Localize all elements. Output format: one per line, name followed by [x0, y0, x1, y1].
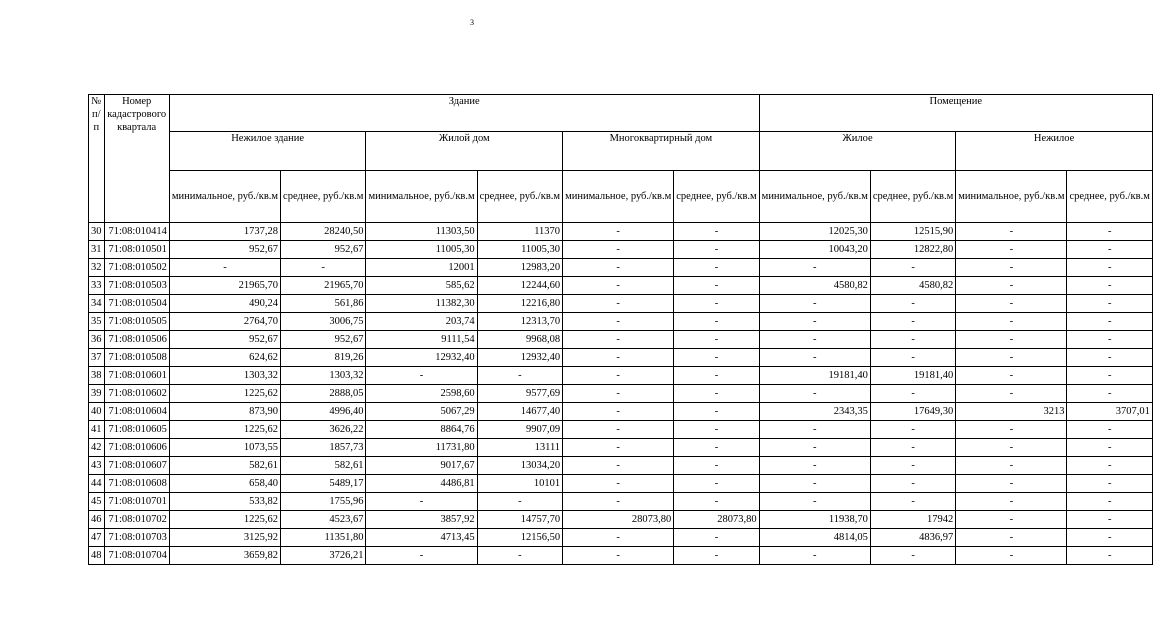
kadastr-cell: 71:08:010602: [104, 385, 169, 403]
value-cell: -: [366, 367, 477, 385]
value-cell: 3626,22: [281, 421, 366, 439]
value-cell: 12932,40: [477, 349, 562, 367]
kadastr-cell: 71:08:010501: [104, 241, 169, 259]
value-cell: 1755,96: [281, 493, 366, 511]
value-cell: -: [956, 439, 1067, 457]
value-cell: 203,74: [366, 313, 477, 331]
value-cell: 4523,67: [281, 511, 366, 529]
row-number-cell: 46: [89, 511, 105, 529]
value-cell: -: [759, 385, 870, 403]
value-cell: -: [1067, 547, 1152, 565]
value-cell: -: [870, 295, 955, 313]
value-cell: -: [870, 475, 955, 493]
header-min: минимальное, руб./кв.м: [956, 171, 1067, 223]
value-cell: -: [759, 457, 870, 475]
value-cell: -: [674, 475, 759, 493]
value-cell: -: [563, 457, 674, 475]
row-number-cell: 37: [89, 349, 105, 367]
table-row: [89, 421, 1153, 439]
value-cell: 19181,40: [759, 367, 870, 385]
value-cell: -: [674, 331, 759, 349]
value-cell: -: [674, 385, 759, 403]
value-cell: -: [563, 385, 674, 403]
kadastr-cell: 71:08:010414: [104, 223, 169, 241]
table-row: [89, 295, 1153, 313]
header-min: минимальное, руб./кв.м: [563, 171, 674, 223]
value-cell: 12244,60: [477, 277, 562, 295]
value-cell: -: [563, 493, 674, 511]
value-cell: -: [674, 241, 759, 259]
value-cell: 21965,70: [169, 277, 280, 295]
value-cell: -: [563, 349, 674, 367]
value-cell: -: [563, 241, 674, 259]
kadastr-cell: 71:08:010701: [104, 493, 169, 511]
value-cell: -: [1067, 259, 1152, 277]
value-cell: 19181,40: [870, 367, 955, 385]
value-cell: 4836,97: [870, 529, 955, 547]
value-cell: 14677,40: [477, 403, 562, 421]
table-row: [89, 475, 1153, 493]
kadastr-cell: 71:08:010704: [104, 547, 169, 565]
table-row: [89, 529, 1153, 547]
value-cell: -: [563, 529, 674, 547]
value-cell: 11382,30: [366, 295, 477, 313]
value-cell: 1225,62: [169, 385, 280, 403]
value-cell: 12001: [366, 259, 477, 277]
kadastr-cell: 71:08:010608: [104, 475, 169, 493]
value-cell: -: [169, 259, 280, 277]
value-cell: 3726,21: [281, 547, 366, 565]
row-number-cell: 40: [89, 403, 105, 421]
value-cell: -: [1067, 241, 1152, 259]
value-cell: -: [870, 331, 955, 349]
value-cell: 28240,50: [281, 223, 366, 241]
value-cell: 952,67: [169, 331, 280, 349]
value-cell: -: [870, 547, 955, 565]
table-row: [89, 349, 1153, 367]
value-cell: 952,67: [281, 241, 366, 259]
header-no: № п/п: [89, 95, 105, 223]
row-number-cell: 30: [89, 223, 105, 241]
table-row: [89, 313, 1153, 331]
value-cell: 585,62: [366, 277, 477, 295]
value-cell: 2764,70: [169, 313, 280, 331]
value-cell: -: [674, 349, 759, 367]
header-nezhiloe-zdanie: Нежилое здание: [169, 132, 366, 171]
value-cell: 952,67: [281, 331, 366, 349]
value-cell: -: [1067, 493, 1152, 511]
table-body: [89, 223, 1153, 565]
value-cell: -: [870, 457, 955, 475]
value-cell: 21965,70: [281, 277, 366, 295]
row-number-cell: 41: [89, 421, 105, 439]
value-cell: 2888,05: [281, 385, 366, 403]
value-cell: -: [1067, 331, 1152, 349]
value-cell: 5067,29: [366, 403, 477, 421]
value-cell: 10101: [477, 475, 562, 493]
table-row: [89, 457, 1153, 475]
value-cell: -: [563, 313, 674, 331]
header-avg: среднее, руб./кв.м: [281, 171, 366, 223]
row-number-cell: 47: [89, 529, 105, 547]
value-cell: -: [477, 493, 562, 511]
value-cell: 1857,73: [281, 439, 366, 457]
row-number-cell: 48: [89, 547, 105, 565]
header-zdanie: Здание: [169, 95, 759, 132]
value-cell: -: [563, 259, 674, 277]
value-cell: 3659,82: [169, 547, 280, 565]
row-number-cell: 31: [89, 241, 105, 259]
value-cell: -: [563, 367, 674, 385]
row-number-cell: 39: [89, 385, 105, 403]
value-cell: -: [1067, 277, 1152, 295]
kadastr-cell: 71:08:010606: [104, 439, 169, 457]
kadastr-cell: 71:08:010703: [104, 529, 169, 547]
value-cell: -: [1067, 385, 1152, 403]
value-cell: 4580,82: [870, 277, 955, 295]
value-cell: 1225,62: [169, 511, 280, 529]
header-min: минимальное, руб./кв.м: [169, 171, 280, 223]
value-cell: -: [1067, 295, 1152, 313]
value-cell: 5489,17: [281, 475, 366, 493]
value-cell: 582,61: [281, 457, 366, 475]
table-row: [89, 331, 1153, 349]
value-cell: 12216,80: [477, 295, 562, 313]
row-number-cell: 35: [89, 313, 105, 331]
value-cell: 11303,50: [366, 223, 477, 241]
value-cell: 561,86: [281, 295, 366, 313]
value-cell: -: [956, 295, 1067, 313]
value-cell: 624,62: [169, 349, 280, 367]
row-number-cell: 33: [89, 277, 105, 295]
value-cell: -: [759, 331, 870, 349]
header-kadastr: Номер кадастрового квартала: [104, 95, 169, 223]
value-cell: 12313,70: [477, 313, 562, 331]
row-number-cell: 34: [89, 295, 105, 313]
value-cell: 582,61: [169, 457, 280, 475]
table-row: [89, 439, 1153, 457]
value-cell: -: [563, 277, 674, 295]
value-cell: 9577,69: [477, 385, 562, 403]
value-cell: -: [759, 475, 870, 493]
kadastr-cell: 71:08:010503: [104, 277, 169, 295]
kadastr-cell: 71:08:010505: [104, 313, 169, 331]
value-cell: -: [870, 259, 955, 277]
value-cell: -: [563, 439, 674, 457]
header-pomeshchenie: Помещение: [759, 95, 1152, 132]
value-cell: -: [759, 439, 870, 457]
kadastr-cell: 71:08:010607: [104, 457, 169, 475]
value-cell: -: [674, 529, 759, 547]
value-cell: 3125,92: [169, 529, 280, 547]
value-cell: -: [674, 295, 759, 313]
value-cell: -: [563, 223, 674, 241]
value-cell: -: [956, 457, 1067, 475]
value-cell: -: [759, 259, 870, 277]
value-cell: -: [674, 457, 759, 475]
value-cell: -: [1067, 421, 1152, 439]
value-cell: -: [1067, 223, 1152, 241]
value-cell: -: [674, 439, 759, 457]
header-min: минимальное, руб./кв.м: [366, 171, 477, 223]
value-cell: -: [366, 493, 477, 511]
value-cell: 17942: [870, 511, 955, 529]
value-cell: -: [956, 421, 1067, 439]
value-cell: -: [956, 547, 1067, 565]
row-number-cell: 42: [89, 439, 105, 457]
header-avg: среднее, руб./кв.м: [1067, 171, 1152, 223]
table-row: [89, 493, 1153, 511]
value-cell: 2343,35: [759, 403, 870, 421]
value-cell: 4814,05: [759, 529, 870, 547]
value-cell: 11938,70: [759, 511, 870, 529]
value-cell: 13111: [477, 439, 562, 457]
value-cell: -: [956, 367, 1067, 385]
page-number: 3: [470, 18, 474, 27]
header-min: минимальное, руб./кв.м: [759, 171, 870, 223]
value-cell: -: [956, 493, 1067, 511]
value-cell: -: [956, 475, 1067, 493]
kadastr-cell: 71:08:010605: [104, 421, 169, 439]
value-cell: 12983,20: [477, 259, 562, 277]
value-cell: -: [563, 331, 674, 349]
table-row: [89, 259, 1153, 277]
value-cell: -: [1067, 529, 1152, 547]
table-row: [89, 511, 1153, 529]
kadastr-cell: 71:08:010502: [104, 259, 169, 277]
value-cell: 14757,70: [477, 511, 562, 529]
value-cell: 17649,30: [870, 403, 955, 421]
value-cell: -: [956, 259, 1067, 277]
value-cell: -: [956, 331, 1067, 349]
table-row: [89, 277, 1153, 295]
value-cell: 11370: [477, 223, 562, 241]
value-cell: -: [956, 529, 1067, 547]
value-cell: -: [1067, 367, 1152, 385]
value-cell: 4996,40: [281, 403, 366, 421]
value-cell: -: [759, 493, 870, 511]
value-cell: 11005,30: [366, 241, 477, 259]
value-cell: 12515,90: [870, 223, 955, 241]
value-cell: -: [956, 385, 1067, 403]
value-cell: -: [1067, 457, 1152, 475]
value-cell: -: [870, 313, 955, 331]
value-cell: -: [674, 367, 759, 385]
value-cell: 9111,54: [366, 331, 477, 349]
value-cell: -: [759, 295, 870, 313]
row-number-cell: 38: [89, 367, 105, 385]
value-cell: 12025,30: [759, 223, 870, 241]
kadastr-cell: 71:08:010506: [104, 331, 169, 349]
cadastral-value-table: [88, 94, 1153, 565]
kadastr-cell: 71:08:010604: [104, 403, 169, 421]
value-cell: 3857,92: [366, 511, 477, 529]
kadastr-cell: 71:08:010504: [104, 295, 169, 313]
header-zhiloy-dom: Жилой дом: [366, 132, 563, 171]
value-cell: -: [674, 421, 759, 439]
table-row: [89, 403, 1153, 421]
row-number-cell: 36: [89, 331, 105, 349]
header-zhiloe: Жилое: [759, 132, 956, 171]
value-cell: -: [674, 547, 759, 565]
value-cell: 1303,32: [281, 367, 366, 385]
row-number-cell: 45: [89, 493, 105, 511]
header-mkd: Многоквартирный дом: [563, 132, 760, 171]
value-cell: -: [759, 313, 870, 331]
table-row: [89, 547, 1153, 565]
kadastr-cell: 71:08:010702: [104, 511, 169, 529]
value-cell: -: [1067, 439, 1152, 457]
value-cell: 3707,01: [1067, 403, 1152, 421]
header-avg: среднее, руб./кв.м: [477, 171, 562, 223]
table-row: [89, 385, 1153, 403]
value-cell: 873,90: [169, 403, 280, 421]
value-cell: 2598,60: [366, 385, 477, 403]
value-cell: -: [366, 547, 477, 565]
value-cell: 533,82: [169, 493, 280, 511]
kadastr-cell: 71:08:010601: [104, 367, 169, 385]
value-cell: 952,67: [169, 241, 280, 259]
value-cell: 1225,62: [169, 421, 280, 439]
value-cell: 28073,80: [563, 511, 674, 529]
value-cell: 8864,76: [366, 421, 477, 439]
value-cell: -: [563, 403, 674, 421]
header-avg: среднее, руб./кв.м: [674, 171, 759, 223]
value-cell: -: [674, 259, 759, 277]
value-cell: 11351,80: [281, 529, 366, 547]
row-number-cell: 44: [89, 475, 105, 493]
value-cell: -: [563, 295, 674, 313]
kadastr-cell: 71:08:010508: [104, 349, 169, 367]
table-row: [89, 367, 1153, 385]
value-cell: 490,24: [169, 295, 280, 313]
value-cell: -: [674, 493, 759, 511]
value-cell: -: [956, 223, 1067, 241]
value-cell: 3213: [956, 403, 1067, 421]
value-cell: -: [674, 223, 759, 241]
value-cell: 1073,55: [169, 439, 280, 457]
value-cell: -: [281, 259, 366, 277]
value-cell: -: [870, 493, 955, 511]
value-cell: 1303,32: [169, 367, 280, 385]
value-cell: 1737,28: [169, 223, 280, 241]
value-cell: 9907,09: [477, 421, 562, 439]
value-cell: -: [759, 421, 870, 439]
header-nezhiloe: Нежилое: [956, 132, 1153, 171]
value-cell: 658,40: [169, 475, 280, 493]
row-number-cell: 32: [89, 259, 105, 277]
value-cell: -: [870, 385, 955, 403]
value-cell: 10043,20: [759, 241, 870, 259]
value-cell: -: [870, 439, 955, 457]
value-cell: -: [956, 349, 1067, 367]
value-cell: -: [870, 349, 955, 367]
value-cell: 4713,45: [366, 529, 477, 547]
value-cell: -: [870, 421, 955, 439]
row-number-cell: 43: [89, 457, 105, 475]
table-row: [89, 223, 1153, 241]
value-cell: -: [674, 277, 759, 295]
value-cell: 819,26: [281, 349, 366, 367]
value-cell: -: [759, 547, 870, 565]
value-cell: 12932,40: [366, 349, 477, 367]
value-cell: 12156,50: [477, 529, 562, 547]
value-cell: -: [477, 547, 562, 565]
value-cell: -: [1067, 511, 1152, 529]
value-cell: 11005,30: [477, 241, 562, 259]
value-cell: 11731,80: [366, 439, 477, 457]
value-cell: -: [477, 367, 562, 385]
value-cell: -: [1067, 349, 1152, 367]
table-row: [89, 241, 1153, 259]
value-cell: -: [563, 421, 674, 439]
value-cell: -: [563, 475, 674, 493]
value-cell: -: [956, 313, 1067, 331]
value-cell: -: [956, 277, 1067, 295]
value-cell: 13034,20: [477, 457, 562, 475]
value-cell: 9968,08: [477, 331, 562, 349]
value-cell: -: [956, 511, 1067, 529]
value-cell: -: [674, 313, 759, 331]
value-cell: 12822,80: [870, 241, 955, 259]
value-cell: 3006,75: [281, 313, 366, 331]
value-cell: 9017,67: [366, 457, 477, 475]
value-cell: 28073,80: [674, 511, 759, 529]
value-cell: -: [1067, 313, 1152, 331]
value-cell: 4486,81: [366, 475, 477, 493]
header-avg: среднее, руб./кв.м: [870, 171, 955, 223]
value-cell: -: [1067, 475, 1152, 493]
value-cell: -: [759, 349, 870, 367]
value-cell: -: [563, 547, 674, 565]
value-cell: -: [956, 241, 1067, 259]
value-cell: 4580,82: [759, 277, 870, 295]
value-cell: -: [674, 403, 759, 421]
